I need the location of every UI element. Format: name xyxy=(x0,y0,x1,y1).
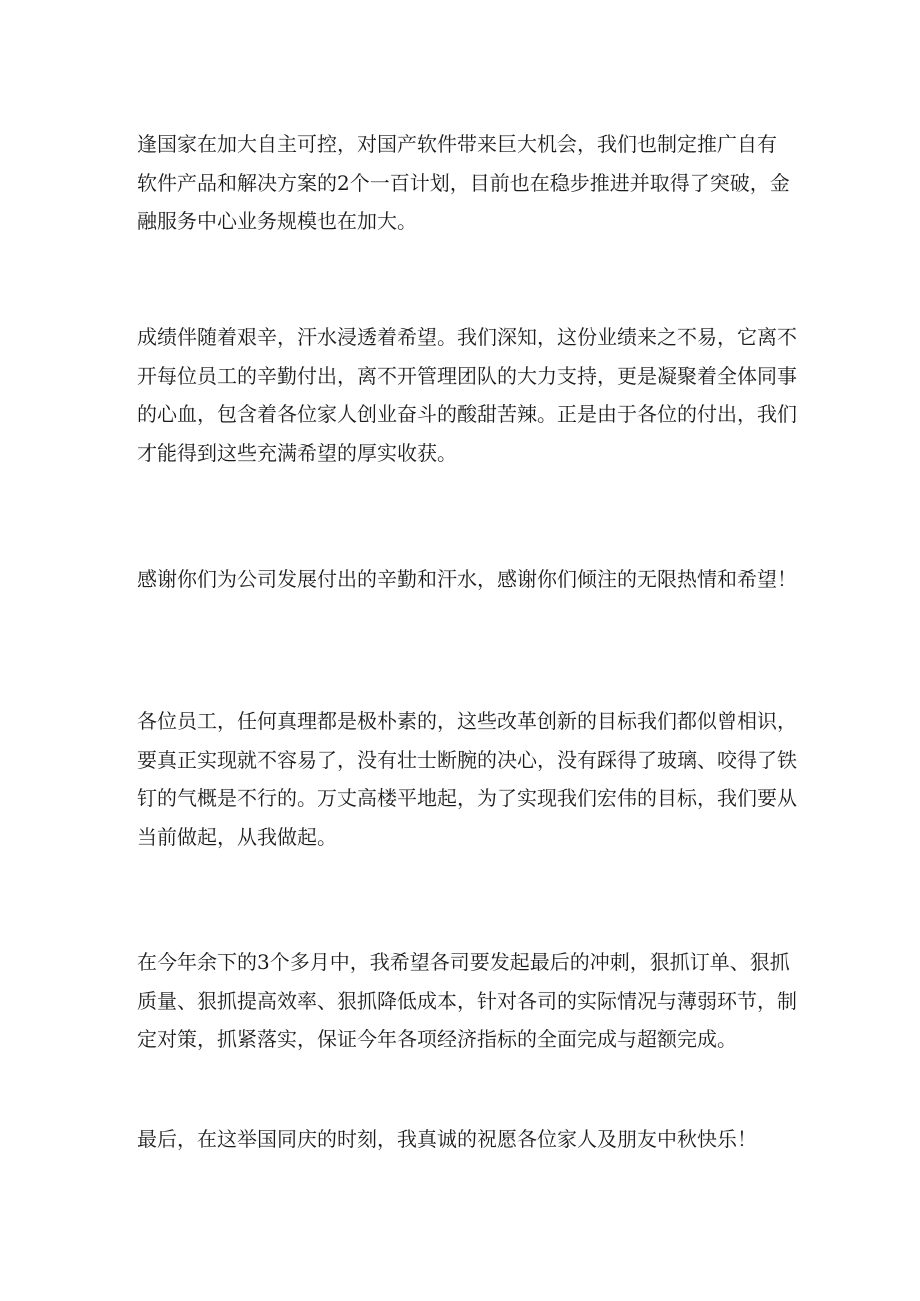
paragraph-6 xyxy=(137,1120,797,1159)
paragraph-line: 才能得到这些充满希望的厚实收获。 xyxy=(137,440,457,465)
paragraph-1 xyxy=(137,125,797,241)
paragraph-line: 融服务中心业务规模也在加大。 xyxy=(137,209,417,233)
paragraph-4 xyxy=(137,702,797,856)
paragraph-line: 在今年余下的3个多月中，我希望各司要发起最后的冲刺，狠抓订单、狠抓 xyxy=(137,950,790,974)
paragraph-line: 感谢你们为公司发展付出的辛勤和汗水，感谢你们倾注的无限热情和希望！ xyxy=(137,567,797,591)
paragraph-line: 的心血，包含着各位家人创业奋斗的酸甜苦辣。正是由于各位的付出，我们 xyxy=(137,402,797,426)
paragraph-3 xyxy=(137,560,797,599)
paragraph-line: 钉的气概是不行的。万丈高楼平地起，为了实现我们宏伟的目标，我们要从 xyxy=(137,786,797,810)
paragraph-line: 逢国家在加大自主可控，对国产软件带来巨大机会，我们也制定推广自有 xyxy=(137,132,777,156)
paragraph-line: 各位员工，任何真理都是极朴素的，这些改革创新的目标我们都似曾相识， xyxy=(137,709,797,733)
paragraph-line: 软件产品和解决方案的2个一百计划，目前也在稳步推进并取得了突破，金 xyxy=(137,170,790,195)
paragraph-line: 质量、狠抓提高效率、狠抓降低成本，针对各司的实际情况与薄弱环节，制 xyxy=(137,988,797,1013)
paragraph-line: 成绩伴随着艰辛，汗水浸透着希望。我们深知，这份业绩来之不易，它离不 xyxy=(137,325,797,349)
paragraph-line: 最后，在这举国同庆的时刻，我真诚的祝愿各位家人及朋友中秋快乐！ xyxy=(137,1127,757,1151)
paragraph-line: 开每位员工的辛勤付出，离不开管理团队的大力支持，更是凝聚着全体同事 xyxy=(137,363,797,388)
paragraph-line: 定对策，抓紧落实，保证今年各项经济指标的全面完成与超额完成。 xyxy=(137,1027,737,1051)
paragraph-5 xyxy=(137,943,797,1059)
paragraph-2 xyxy=(137,318,797,472)
paragraph-line: 当前做起，从我做起。 xyxy=(137,824,337,849)
paragraph-line: 要真正实现就不容易了，没有壮士断腕的决心，没有踩得了玻璃、咬得了铁 xyxy=(137,747,797,772)
